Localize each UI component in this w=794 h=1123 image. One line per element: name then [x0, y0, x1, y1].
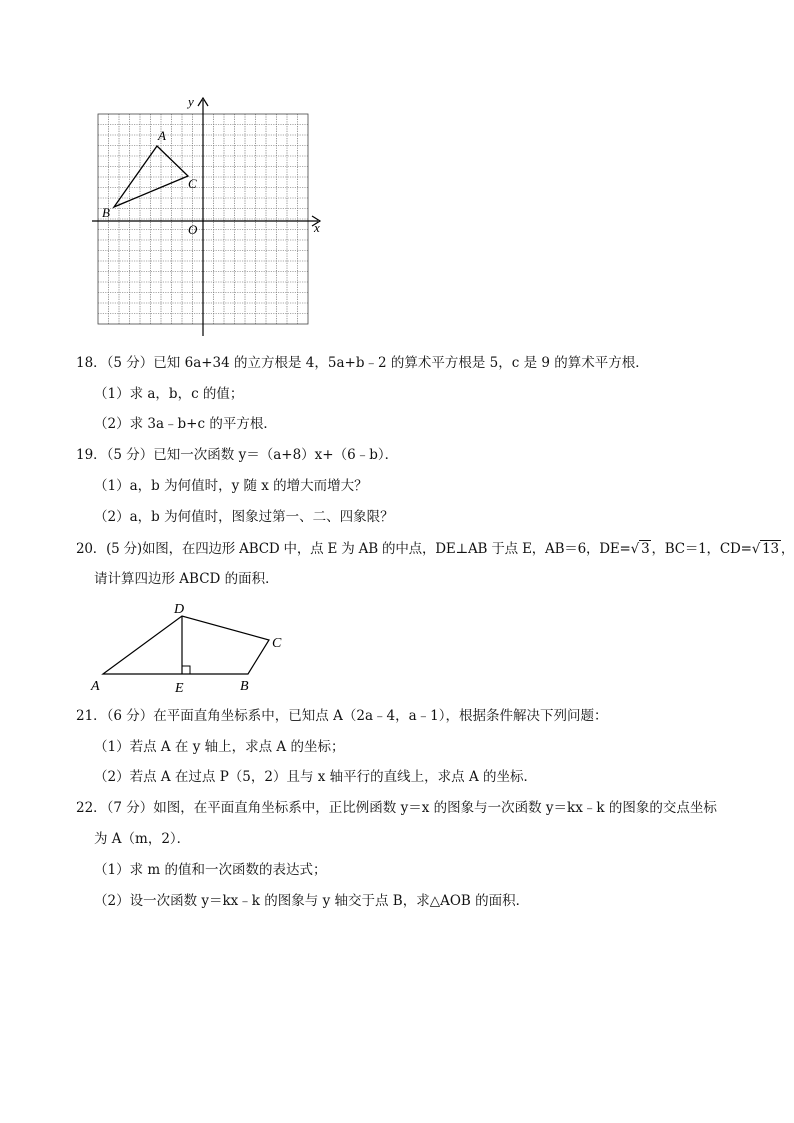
q21-stem: 21．（6 分）在平面直角坐标系中，已知点 A（2a﹣4，a﹣1），根据条件解决下列问题：: [76, 708, 608, 724]
q21-part2: （2）若点 A 在过点 P（5，2）且与 x 轴平行的直线上，求点 A 的坐标．: [94, 769, 538, 785]
q22-part1: （1）求 m 的值和一次函数的表达式；: [94, 862, 327, 878]
q20-stem-part-a: 20．(5 分)如图，在四边形 ABCD 中，点 E 为 AB 的中点，DE⊥AB 于点 E，AB＝6，DE=: [76, 541, 631, 557]
point-e-label: E: [175, 681, 184, 696]
q20-sqrt13: 13: [762, 541, 779, 557]
q18-part2: （2）求 3a﹣b+c 的平方根．: [94, 416, 277, 432]
q20-stem-part-c: ，: [780, 541, 794, 557]
quadrilateral-abcd: [103, 616, 269, 674]
point-b-label: B: [240, 679, 249, 694]
origin-label: O: [188, 222, 198, 237]
q22-stem: 22．（7 分）如图，在平面直角坐标系中，正比例函数 y＝x 的图象与一次函数 y＝kx﹣k 的图象的交点坐标: [76, 800, 717, 816]
q20-sqrt3: 3: [641, 541, 650, 557]
q20-stem-part-b: ，BC＝1，CD=: [651, 541, 752, 557]
right-angle-mark: [182, 666, 190, 674]
point-a-label: A: [91, 679, 100, 694]
q18-stem: 18．（5 分）已知 6a+34 的立方根是 4，5a+b﹣2 的算术平方根是 5，c 是 9 的算术平方根．: [76, 355, 649, 371]
q20-stem: [76, 539, 794, 559]
point-a-label: A: [158, 128, 166, 143]
x-axis-label: x: [314, 220, 320, 235]
q19-part2: （2）a，b 为何值时，图象过第一、二、四象限？: [94, 509, 394, 525]
point-c-label: C: [272, 636, 282, 651]
sqrt-symbol: √: [751, 541, 761, 557]
sqrt-symbol: √: [630, 541, 640, 557]
coordinate-grid-figure: [80, 90, 340, 350]
q22-part2: （2）设一次函数 y＝kx﹣k 的图象与 y 轴交于点 B，求△AOB 的面积．: [94, 893, 530, 909]
q19-part1: （1）a，b 为何值时，y 随 x 的增大而增大？: [94, 478, 368, 494]
point-b-label: B: [102, 205, 110, 220]
quadrilateral-figure: [88, 598, 298, 696]
q18-part1: （1）求 a，b，c 的值；: [94, 386, 244, 402]
y-axis-label: y: [188, 94, 194, 109]
q20-line2: 请计算四边形 ABCD 的面积．: [94, 571, 279, 587]
point-d-label: D: [174, 602, 185, 617]
q22-stem-line2: 为 A（m，2）．: [94, 831, 191, 847]
q19-stem: 19．（5 分）已知一次函数 y＝（a+8）x+（6﹣b）．: [76, 447, 399, 463]
q21-part1: （1）若点 A 在 y 轴上，求点 A 的坐标；: [94, 739, 345, 755]
point-c-label: C: [188, 176, 197, 191]
